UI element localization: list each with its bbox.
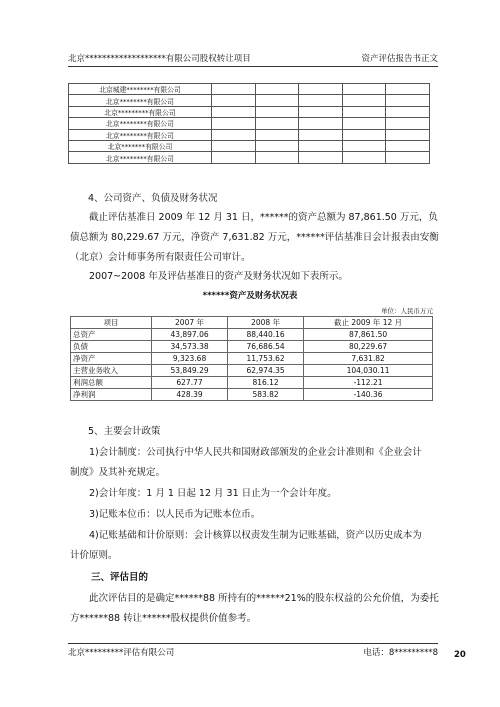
value-cell: 428.39 <box>152 389 228 401</box>
empty-cell <box>386 95 430 106</box>
table-row <box>71 329 433 341</box>
section-5-heading: 5、主要会计政策 <box>88 426 161 437</box>
company-name-cell: 北京城建********有限公司 <box>69 84 212 95</box>
empty-cell <box>212 140 256 151</box>
page-number: 20 <box>454 650 466 660</box>
section-4-para1-line2: 债总额为 80,229.67 万元，净资产 7,631.82 万元，******评估基准日会计报表由安衡 <box>70 232 439 243</box>
company-name-cell: 北京*********有限公司 <box>69 106 212 117</box>
company-table-row <box>69 118 430 129</box>
empty-cell <box>212 152 256 163</box>
section-3-line2: 方******88 转让******股权提供价值参考。 <box>70 613 257 624</box>
company-table-row <box>69 84 430 95</box>
table-header-cell: 截止 2009 年 12 月 <box>304 317 433 329</box>
value-cell: 62,974.35 <box>228 365 304 377</box>
value-cell: -140.36 <box>304 389 433 401</box>
header-project-title: 北京*******************有限公司股权转让项目 <box>68 54 251 64</box>
company-name-cell: 北京********有限公司 <box>69 152 212 163</box>
empty-cell <box>342 129 386 140</box>
value-cell: 11,753.62 <box>228 353 304 365</box>
company-table-row <box>69 95 430 106</box>
section-3-heading: 三、评估目的 <box>91 572 149 583</box>
table-header-cell: 2007 年 <box>152 317 228 329</box>
table-row <box>71 353 433 365</box>
value-cell: 87,861.50 <box>304 329 433 341</box>
table-header-row <box>71 317 433 329</box>
value-cell: 80,229.67 <box>304 341 433 353</box>
empty-cell <box>299 118 343 129</box>
row-label-cell: 总资产 <box>71 329 152 341</box>
empty-cell <box>255 106 299 117</box>
empty-cell <box>212 118 256 129</box>
section-4-para1-line1: 截止评估基准日 2009 年 12 月 31 日，******的资产总额为 87,861.50 万元，负 <box>89 212 438 223</box>
empty-cell <box>386 129 430 140</box>
value-cell: 76,686.54 <box>228 341 304 353</box>
company-table <box>68 83 430 164</box>
empty-cell <box>386 106 430 117</box>
empty-cell <box>386 84 430 95</box>
empty-cell <box>299 140 343 151</box>
empty-cell <box>255 129 299 140</box>
empty-cell <box>255 118 299 129</box>
value-cell: 583.82 <box>228 389 304 401</box>
section-5-item4-line2: 计价原则。 <box>70 550 118 561</box>
section-4-para1-line3: （北京）会计师事务所有限责任公司审计。 <box>70 252 251 263</box>
section-5-item1-line2: 制度》及其补充规定。 <box>70 467 166 478</box>
table-row <box>71 389 433 401</box>
value-cell: 53,849.29 <box>152 365 228 377</box>
empty-cell <box>342 152 386 163</box>
empty-cell <box>255 84 299 95</box>
value-cell: 9,323.68 <box>152 353 228 365</box>
footer-phone: 电话：8*********8 <box>363 648 438 658</box>
financial-table <box>70 316 433 401</box>
section-5-item1-line1: 1)会计制度：公司执行中华人民共和国财政部颁发的企业会计准则和《企业会计 <box>89 447 422 458</box>
company-table-row <box>69 106 430 117</box>
empty-cell <box>255 95 299 106</box>
row-label-cell: 净利润 <box>71 389 152 401</box>
empty-cell <box>255 152 299 163</box>
header-doc-title: 资产评估报告书正文 <box>361 54 438 64</box>
empty-cell <box>212 95 256 106</box>
empty-cell <box>342 140 386 151</box>
section-3-line1: 此次评估目的是确定******88 所持有的******21%的股东权益的公允价值，为委托 <box>89 593 439 604</box>
empty-cell <box>342 106 386 117</box>
page-header <box>68 52 438 67</box>
empty-cell <box>299 84 343 95</box>
row-label-cell: 净资产 <box>71 353 152 365</box>
empty-cell <box>342 84 386 95</box>
empty-cell <box>299 152 343 163</box>
empty-cell <box>386 152 430 163</box>
section-5-item2: 2)会计年度：1 月 1 日起 12 月 31 日止为一个会计年度。 <box>89 488 337 499</box>
empty-cell <box>386 140 430 151</box>
empty-cell <box>212 84 256 95</box>
value-cell: 34,573.38 <box>152 341 228 353</box>
company-name-cell: 北京*******有限公司 <box>69 140 212 151</box>
empty-cell <box>299 129 343 140</box>
table-header-cell: 项目 <box>71 317 152 329</box>
table-header-cell: 2008 年 <box>228 317 304 329</box>
company-name-cell: 北京********有限公司 <box>69 95 212 106</box>
empty-cell <box>342 118 386 129</box>
empty-cell <box>342 95 386 106</box>
section-4-para2: 2007~2008 年及评估基准日的资产及财务状况如下表所示。 <box>89 271 348 282</box>
section-5-item3: 3)记账本位币：以人民币为记账本位币。 <box>89 509 261 520</box>
section-4-heading: 4、公司资产、负债及财务状况 <box>88 193 218 204</box>
page-footer <box>68 643 438 658</box>
company-name-cell: 北京********有限公司 <box>69 129 212 140</box>
value-cell: 627.77 <box>152 377 228 389</box>
value-cell: 816.12 <box>228 377 304 389</box>
table-caption: ******资产及财务状况表 <box>202 291 298 301</box>
empty-cell <box>255 140 299 151</box>
row-label-cell: 利润总额 <box>71 377 152 389</box>
value-cell: 7,631.82 <box>304 353 433 365</box>
footer-company: 北京*********评估有限公司 <box>68 648 175 658</box>
table-row <box>71 377 433 389</box>
empty-cell <box>299 106 343 117</box>
empty-cell <box>386 118 430 129</box>
value-cell: 104,030.11 <box>304 365 433 377</box>
row-label-cell: 负债 <box>71 341 152 353</box>
company-table-row <box>69 152 430 163</box>
company-table-row <box>69 129 430 140</box>
empty-cell <box>299 95 343 106</box>
value-cell: 88,440.16 <box>228 329 304 341</box>
table-unit: 单位：人民币万元 <box>381 307 433 315</box>
row-label-cell: 主营业务收入 <box>71 365 152 377</box>
empty-cell <box>212 106 256 117</box>
value-cell: -112.21 <box>304 377 433 389</box>
value-cell: 43,897.06 <box>152 329 228 341</box>
company-table-row <box>69 140 430 151</box>
company-name-cell: 北京********有限公司 <box>69 118 212 129</box>
empty-cell <box>212 129 256 140</box>
section-5-item4-line1: 4)记账基础和计价原则：会计核算以权责发生制为记账基础，资产以历史成本为 <box>89 530 422 541</box>
table-row <box>71 365 433 377</box>
table-row <box>71 341 433 353</box>
